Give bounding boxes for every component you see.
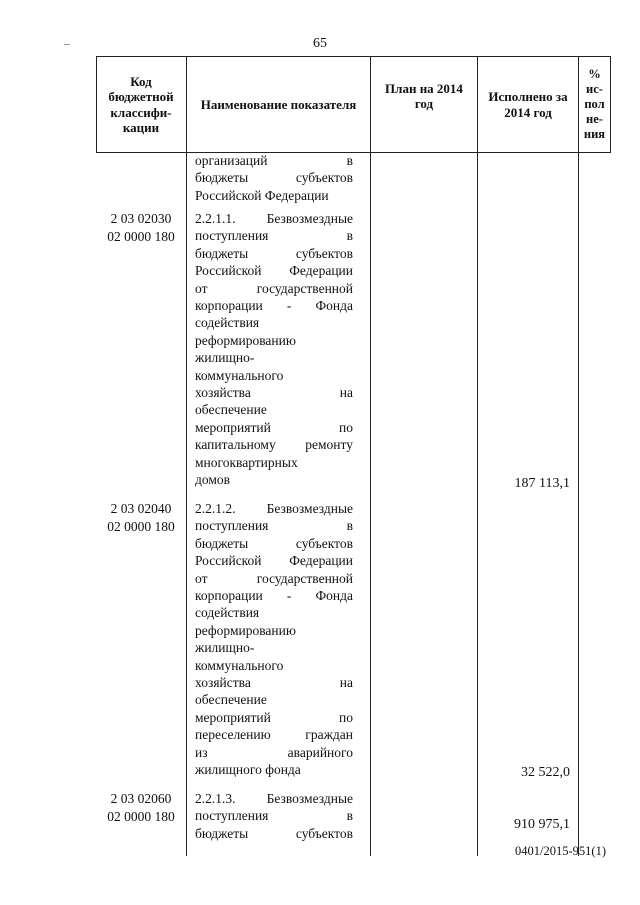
header-percent-line: ния	[583, 127, 606, 141]
table-row-description	[195, 152, 353, 204]
description-line: реформированию	[195, 622, 296, 638]
description-line: мероприятий по	[195, 419, 353, 435]
description-line: от государственной	[195, 280, 353, 296]
column-divider-3	[477, 56, 478, 856]
code-line: 02 0000 180	[107, 809, 175, 824]
code-line: 2 03 02040	[110, 501, 172, 516]
description-line: капитальному ремонту	[195, 437, 353, 453]
description-line: мероприятий по	[195, 709, 353, 725]
description-line: поступления в	[195, 808, 353, 824]
header-percent-line: %	[588, 67, 601, 81]
scan-mark	[64, 44, 70, 45]
header-plan-line: План на 2014	[385, 81, 463, 96]
description-line: домов	[195, 472, 231, 488]
description-line: бюджеты субъектов	[195, 170, 353, 186]
table-row-description	[195, 210, 353, 489]
description-line: содействия	[195, 605, 260, 621]
code-line: 02 0000 180	[107, 229, 175, 244]
description-line: из аварийного	[195, 744, 353, 760]
header-done-line: Исполнено за	[488, 89, 568, 105]
header-code-line: бюджетной	[108, 89, 174, 105]
table-header-divider	[96, 152, 610, 153]
column-divider-2	[370, 56, 371, 856]
header-name	[187, 57, 370, 152]
header-code-line: классифи-	[110, 104, 172, 120]
table-row-description	[195, 500, 353, 779]
description-line: 2.2.1.1. Безвозмездные	[195, 211, 353, 226]
header-name-text: Наименование показателя	[200, 96, 357, 112]
table-row-description	[195, 790, 353, 842]
page-number: 65	[313, 36, 327, 51]
column-divider-1	[186, 56, 187, 856]
description-line: коммунального	[195, 367, 284, 383]
column-divider-4	[578, 56, 579, 856]
table-row-executed-value: 187 113,1	[514, 476, 570, 491]
header-code	[96, 57, 186, 152]
header-percent-line: пол	[584, 97, 605, 111]
description-line: переселению граждан	[195, 727, 353, 743]
description-line: от государственной	[195, 570, 353, 586]
header-done	[478, 57, 578, 152]
header-done-line: 2014 год	[504, 104, 552, 120]
description-line: хозяйства на	[195, 675, 353, 691]
description-line: содействия	[195, 315, 260, 331]
description-line: обеспечение	[195, 402, 267, 418]
header-plan-line: год	[414, 96, 434, 112]
description-line: жилищно-	[195, 640, 255, 656]
header-code-line: кации	[122, 119, 160, 135]
table-row-code	[96, 790, 186, 826]
description-line: жилищного фонда	[195, 762, 301, 778]
description-line: хозяйства на	[195, 385, 353, 401]
document-code: 0401/2015-951(1)	[515, 844, 606, 858]
code-line: 02 0000 180	[107, 519, 175, 534]
description-line: 2.2.1.3. Безвозмездные	[195, 791, 353, 806]
description-line: Российской Федерации	[195, 263, 353, 279]
header-percent	[579, 57, 610, 152]
table-row-executed-value: 32 522,0	[521, 765, 570, 780]
code-line: 2 03 02060	[110, 791, 172, 806]
description-line: бюджеты субъектов	[195, 535, 353, 551]
description-line: поступления в	[195, 518, 353, 534]
description-line: бюджеты субъектов	[195, 825, 353, 841]
description-line: Российской Федерации	[195, 553, 353, 569]
description-line: 2.2.1.2. Безвозмездные	[195, 501, 353, 516]
code-line: 2 03 02030	[110, 211, 172, 226]
header-plan	[371, 57, 477, 143]
table-row-code	[96, 210, 186, 246]
description-line: организаций в	[195, 153, 353, 168]
description-line: бюджеты субъектов	[195, 245, 353, 261]
description-line: реформированию	[195, 332, 296, 348]
description-line: многоквартирных	[195, 454, 298, 470]
description-line: коммунального	[195, 657, 284, 673]
header-percent-line: не-	[586, 112, 603, 126]
description-line: поступления в	[195, 228, 353, 244]
description-line: Российской Федерации	[195, 187, 329, 203]
table-row-executed-value: 910 975,1	[514, 817, 570, 832]
table-row-code	[96, 500, 186, 536]
description-line: обеспечение	[195, 692, 267, 708]
header-percent-line: ис-	[586, 82, 603, 96]
table-right-border	[610, 56, 611, 153]
description-line: корпорации - Фонда	[195, 298, 353, 314]
description-line: корпорации - Фонда	[195, 588, 353, 604]
description-line: жилищно-	[195, 350, 255, 366]
header-code-line: Код	[130, 73, 152, 89]
